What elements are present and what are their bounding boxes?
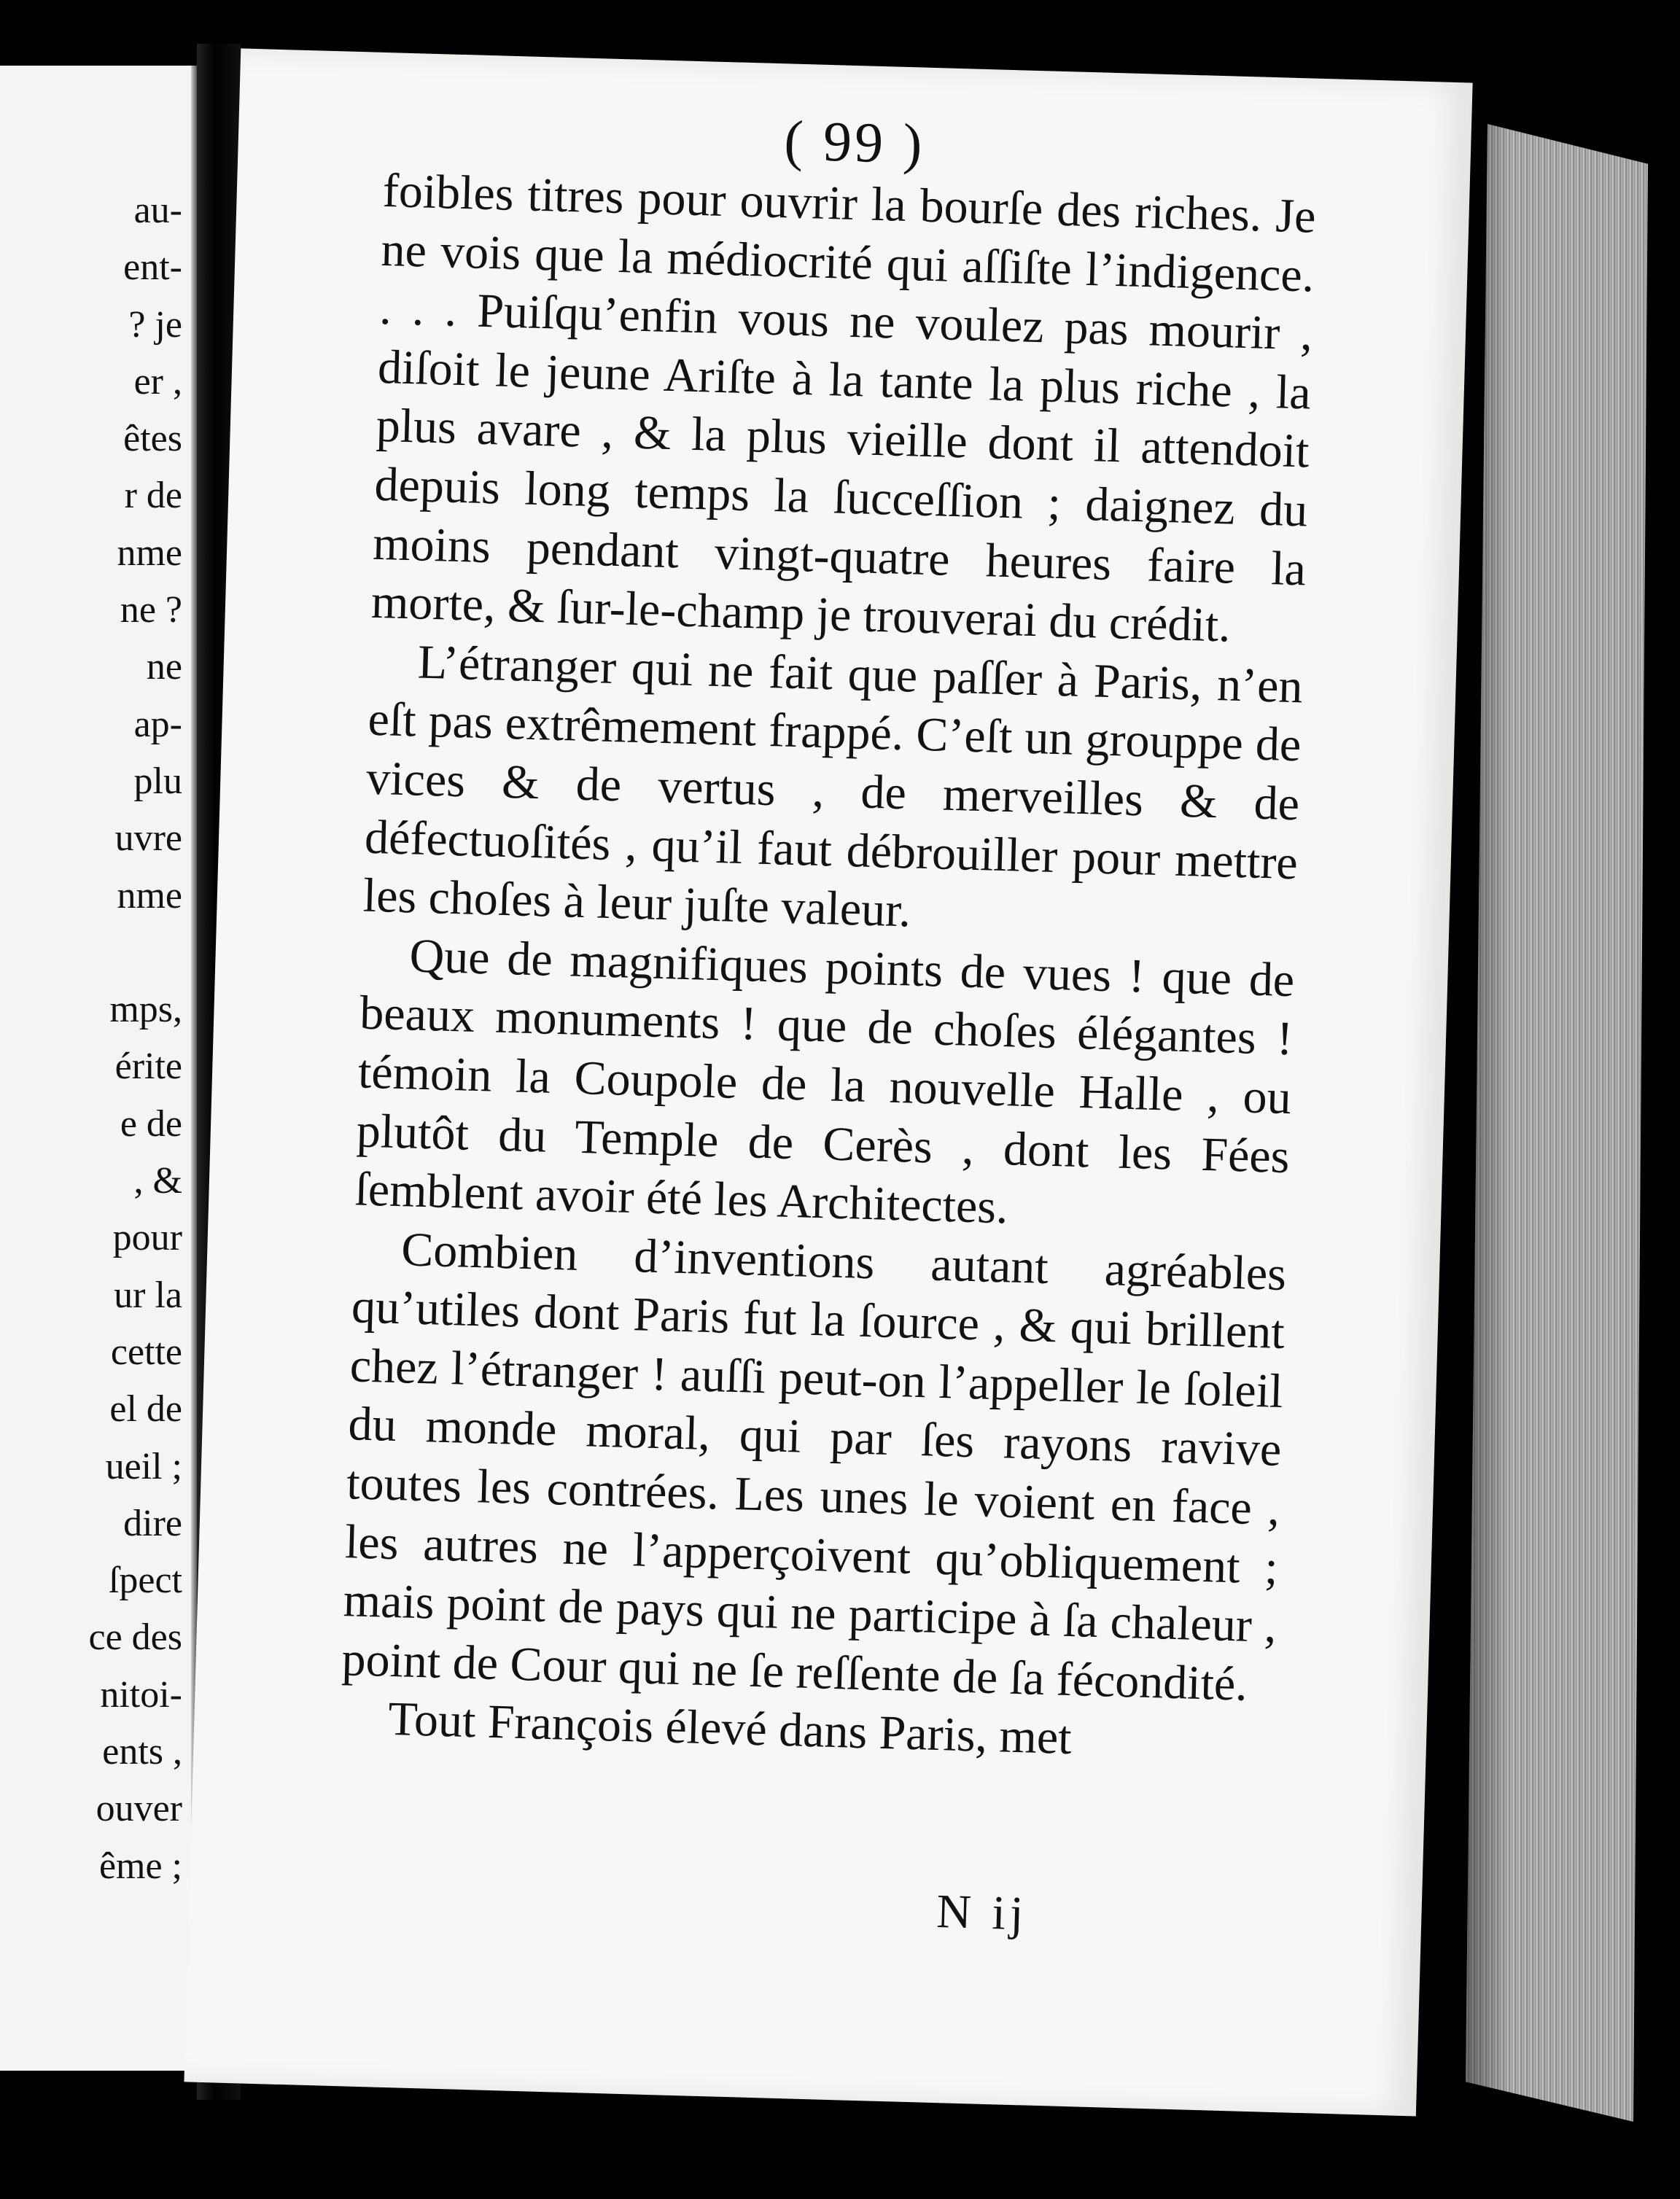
page-edge-shadow [1466, 124, 1509, 2122]
left-line: el de [109, 1388, 182, 1431]
left-line: dire [123, 1502, 182, 1544]
left-line: ouver [96, 1788, 182, 1830]
left-line: uvre [114, 817, 182, 860]
left-line: érite [114, 1046, 182, 1088]
left-line: cette [110, 1331, 182, 1373]
left-line: ents , [102, 1731, 182, 1773]
left-line: er , [133, 360, 182, 402]
left-line: nme [117, 532, 182, 574]
left-line: ne ? [120, 589, 182, 631]
left-page-text-fragments [89, 182, 182, 1895]
left-line: ême ; [98, 1845, 182, 1887]
left-line: au- [133, 190, 182, 231]
left-line: ap- [133, 703, 182, 745]
left-line: ne [146, 646, 182, 688]
left-line: mps, [109, 989, 182, 1031]
left-line: nme [117, 874, 182, 916]
left-line: plu [133, 760, 182, 802]
left-line: ce des [88, 1616, 182, 1659]
signature-mark: N ij [936, 1885, 1029, 1941]
paragraph: L’étranger qui ne fait que paſſer à Paris, n’en eſt pas extrêmement frappé. C’eſt un grouppe de vices & de vertus , de merveilles & de défectuoſités , qu’il faut débrouiller pour mettre les choſes à leur juſte valeur. [362, 635, 1304, 938]
left-line: ? je [128, 303, 182, 346]
page-body-text [339, 162, 1316, 1774]
page-edge-stack [1466, 124, 1648, 2122]
page-number: ( 99 ) [783, 108, 926, 176]
left-line-gap [89, 925, 182, 981]
left-line: ent- [123, 246, 182, 289]
left-line: e de [120, 1102, 182, 1145]
left-line: , & [133, 1160, 182, 1202]
left-line: pour [112, 1217, 182, 1259]
paragraph: Tout François élevé dans Paris, met [387, 1692, 1073, 1765]
left-line: êtes [123, 418, 182, 460]
right-page [184, 48, 1472, 2116]
paragraph: Combien d’inventions autant agréables qu’utiles dont Paris fut la ſource , & qui brillent chez l’étranger ! auſſi peut-on l’appeller le ſoleil du monde moral, qui par ſes rayons ravive toutes les contrées. Les unes le voient en face , les autres ne l’apperçoivent qu’obliquement ; mais point de pays qui ne participe à ſa chaleur , point de Cour qui ne ſe reſſente de ſa fécondité. [341, 1222, 1287, 1711]
paragraph: Que de magnifiques points de vues ! que de beaux monuments ! que de choſes élégantes ! témoin la Coupole de la nouvelle Halle , ou plutôt du Temple de Cerès , dont les Fées ſemblent avoir été les Architectes. [354, 929, 1296, 1234]
left-line: ſpect [108, 1560, 182, 1602]
left-line: nitoi- [100, 1673, 182, 1716]
left-page [0, 66, 197, 2071]
left-line: ur la [114, 1274, 182, 1316]
paragraph-continued: foibles titres pour ouvrir la bourſe des riches. Je ne vois que la médiocrité qui aſſiſte l’indigence. . . . Puiſqu’enfin vous ne voulez pas mourir , diſoit le jeune Ariſte à la tante la plus riche , la plus avare , & la plus vieille dont il attendoit depuis long temps la ſucceſſion ; daignez du moins pendant vingt-quatre heures faire la morte, & ſur-le-champ je trouverai du crédit. [370, 163, 1317, 653]
left-line: ueil ; [105, 1445, 182, 1487]
left-line: r de [124, 475, 182, 517]
